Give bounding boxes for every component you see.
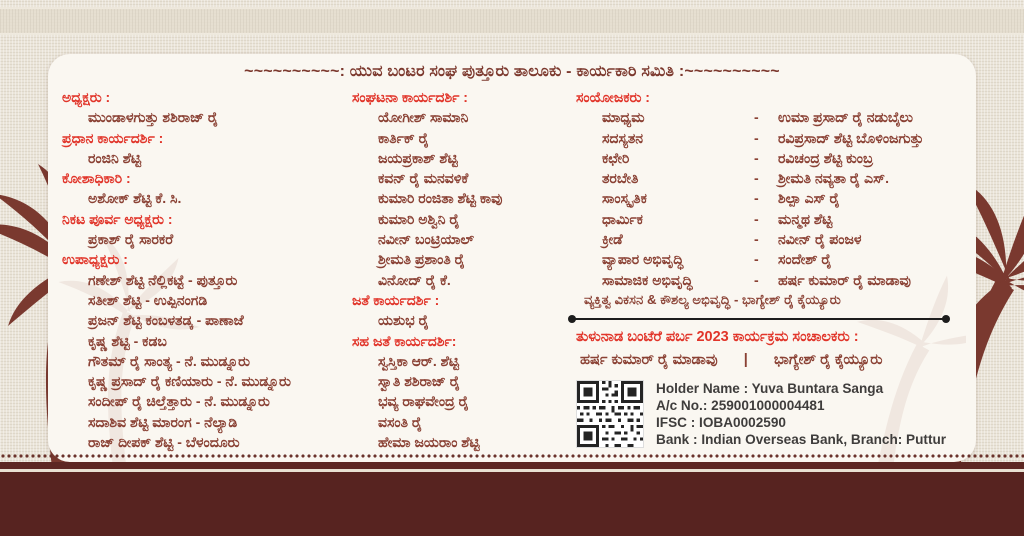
parba-2023-coordinators: [576, 348, 966, 372]
bank-name-branch: Bank : Indian Overseas Bank, Branch: Puttur: [656, 431, 947, 447]
member-name: ಭವ್ಯ ರಾಘವೇಂದ್ರ ರೈ: [378, 393, 469, 410]
coordinator-role: ವ್ಯಾಪಾರ ಅಭಿವೃದ್ಧಿ: [602, 251, 684, 268]
member-name: ಜಯಪ್ರಕಾಶ್ ಶೆಟ್ಟಿ: [378, 149, 458, 166]
dash-separator: -: [754, 149, 759, 166]
member-name: ಸಂದೀಪ್ ರೈ ಚಿಲ್ತೆತ್ತಾರು - ನೆ. ಮುಡ್ನೂರು: [88, 393, 270, 410]
dash-separator: -: [754, 190, 759, 207]
bank-ifsc: IFSC : IOBA0002590: [656, 414, 786, 430]
bottom-maroon-band: [0, 472, 1024, 536]
divider-line: [570, 318, 948, 320]
stitched-dot-border: [0, 452, 1024, 461]
section-heading-treasurer: ಕೋಶಾಧಿಕಾರಿ :: [62, 170, 131, 187]
coordinator-name: ಉಮಾ ಪ್ರಸಾದ್ ರೈ ನಡುಬೈಲು: [778, 109, 914, 126]
dash-separator: -: [754, 170, 759, 187]
member-name: ಗೌತಮ್ ರೈ ಸಾಂತ್ಯ - ನೆ. ಮುಡ್ನೂರು: [88, 352, 251, 369]
coordinator-row-skill-development: ವ್ಯಕ್ತಿತ್ವ ವಿಕಸನ & ಕೌಶಲ್ಯ ಅಭಿವೃದ್ಧಿ - ಭಾಗ್ಯೇಶ್ ರೈ ಕೈಯ್ಯೂರು: [584, 291, 841, 307]
coordinator-row: [576, 209, 966, 229]
section-heading-coordinators: ಸಂಯೋಜಕರು :: [576, 89, 650, 105]
member-name: ಕೃಷ್ಣ ಪ್ರಸಾದ್ ರೈ ಕಣಿಯಾರು - ನೆ. ಮುಡ್ನೂರು: [88, 373, 291, 390]
member-name: ವಸಂತಿ ರೈ: [378, 413, 423, 430]
coordinator-name: ಶಿಲ್ಪಾ ಎಸ್ ರೈ: [778, 190, 840, 207]
column-office-bearers: [62, 87, 354, 452]
qr-code-icon: [576, 380, 644, 448]
coordinator-row: [576, 249, 966, 269]
coordinator-role: ಧಾರ್ಮಿಕ: [602, 210, 643, 227]
coordinator-role: ಮಾಧ್ಯಮ: [602, 109, 645, 126]
coordinator-role: ಕ್ರೀಡೆ: [602, 231, 623, 248]
coordinator-name: ರವಿಪ್ರಸಾದ್ ಶೆಟ್ಟಿ ಬೊಳಿಂಜಗುತ್ತು: [778, 129, 924, 146]
column-coordinators: [576, 87, 966, 448]
coordinator-row: [576, 107, 966, 127]
coordinator-role: ಕಛೇರಿ: [602, 149, 630, 166]
member-name: ಸತೀಶ್ ಶೆಟ್ಟಿ - ಉಪ್ಪಿನಂಗಡಿ: [88, 291, 208, 308]
page-title: ~~~~~~~~~~: ಯುವ ಬಂಟರ ಸಂಘ ಪುತ್ತೂರು ತಾಲೂಕು - ಕಾರ್ಯಕಾರಿ ಸಮಿತಿ :~~~~~~~~~~: [244, 63, 780, 80]
dash-separator: -: [754, 210, 759, 227]
coordinator-role: ಸಾಮಾಜಿಕ ಅಭಿವೃದ್ಧಿ: [602, 271, 693, 288]
coordinator-name: ಸಂದೇಶ್ ರೈ: [778, 251, 832, 268]
member-name: ಕುಮಾರಿ ರಂಜಿತಾ ಶೆಟ್ಟಿ ಕಾವು: [378, 190, 503, 207]
coordinator-name: ಶ್ರೀಮತಿ ನವ್ಯತಾ ರೈ ಎಸ್.: [778, 170, 889, 187]
dash-separator: -: [754, 129, 759, 146]
member-name: ಕೃಷ್ಣ ಶೆಟ್ಟಿ - ಕಡಬ: [88, 332, 167, 349]
member-name: ಅಶೋಕ್ ಶೆಟ್ಟಿ ಕೆ. ಸಿ.: [88, 190, 182, 207]
member-name: ಗಣೇಶ್ ಶೆಟ್ಟಿ ನೆಲ್ಲಿಕಟ್ಟೆ - ಪುತ್ತೂರು: [88, 271, 238, 288]
bank-account-number: A/c No.: 259001000004481: [656, 398, 825, 414]
coordinator-row: [576, 148, 966, 168]
member-name: ಹೇಮಾ ಜಯರಾಂ ಶೆಟ್ಟಿ: [378, 434, 480, 451]
coordinator-role: ತರಬೇತಿ: [602, 170, 639, 187]
dash-separator: -: [754, 271, 759, 288]
column-secretaries: [352, 87, 576, 452]
coordinator-row: [576, 128, 966, 148]
member-name: ಪ್ರಕಾಶ್ ರೈ ಸಾರಕರೆ: [88, 231, 174, 248]
section-heading-president: ಅಧ್ಯಕ್ಷರು :: [62, 89, 111, 105]
member-name: ಕುಮಾರಿ ಅಶ್ವಿನಿ ರೈ: [378, 210, 460, 227]
coordinator-role: ಸದಸ್ಯತನ: [602, 129, 644, 146]
committee-card: [48, 54, 976, 462]
coordinator-name: ನವೀನ್ ರೈ ಪಂಜಳ: [778, 231, 862, 248]
member-name: ರಾಜ್ ದೀಪಕ್ ಶೆಟ್ಟಿ - ಬೆಳಂದೂರು: [88, 434, 240, 451]
bank-details-text: [656, 380, 946, 448]
maroon-stripe: [0, 462, 1024, 469]
bank-details-block: [576, 380, 966, 448]
coordinator-row: [576, 270, 966, 290]
coordinator-name: ರವಿಚಂದ್ರ ಶೆಟ್ಟಿ ಕುಂಬ್ರ: [778, 149, 874, 166]
bank-holder-name: Holder Name : Yuva Buntara Sanga: [656, 381, 884, 397]
member-name: ಪ್ರಜನ್ ಶೆಟ್ಟಿ ಕಂಬಳತಡ್ಕ - ಪಾಣಾಜೆ: [88, 312, 244, 329]
member-name: ಸದಾಶಿವ ಶೆಟ್ಟಿ ಮಾರಂಗ - ನೆಲ್ಯಾಡಿ: [88, 413, 238, 430]
member-name: ಸ್ವಾತಿ ಶಶಿರಾಜ್ ರೈ: [378, 373, 461, 390]
coordinator-name: ಮನ್ಮಥ ಶೆಟ್ಟಿ: [778, 210, 833, 227]
member-name: ವಿನೋದ್ ರೈ ಕೆ.: [378, 271, 451, 288]
dash-separator: -: [754, 231, 759, 248]
member-name: ಕಾರ್ತಿಕ್ ರೈ: [378, 129, 429, 146]
section-heading-joint-secretary: ಜತೆ ಕಾರ್ಯದರ್ಶಿ :: [352, 291, 440, 308]
parba-2023-heading: ತುಳುನಾಡ ಬಂಟೆರೆ ಪರ್ಬ 2023 ಕಾರ್ಯಕ್ರಮ ಸಂಚಾಲಕರು :: [576, 329, 859, 346]
section-heading-co-joint-secretary: ಸಹ ಜತೆ ಕಾರ್ಯದರ್ಶಿ:: [352, 332, 457, 349]
coordinator-role: ಸಾಂಸ್ಕೃತಿಕ: [602, 190, 647, 207]
coordinator-row: [576, 188, 966, 208]
member-name: ಮುಂಡಾಳಗುತ್ತು ಶಶಿರಾಜ್ ರೈ: [88, 109, 219, 126]
pipe-separator: |: [743, 352, 748, 369]
section-heading-organizing-secretary: ಸಂಘಟನಾ ಕಾರ್ಯದರ್ಶಿ :: [352, 89, 468, 105]
dash-separator: -: [754, 109, 759, 126]
member-name: ಸ್ವಸ್ತಿಕಾ ಆರ್. ಶೆಟ್ಟಿ: [378, 352, 460, 369]
member-name: ಯೋಗೀಶ್ ಸಾಮಾನಿ: [378, 109, 469, 126]
coordinator-row: [576, 229, 966, 249]
member-name: ರಂಜಿನಿ ಶೆಟ್ಟಿ: [88, 149, 142, 166]
section-heading-vice-presidents: ಉಪಾಧ್ಯಕ್ಷರು :: [62, 251, 128, 268]
linen-weave-strip: [0, 7, 1024, 35]
section-heading-past-president: ನಿಕಟ ಪೂರ್ವ ಅಧ್ಯಕ್ಷರು :: [62, 210, 173, 227]
section-heading-general-secretary: ಪ್ರಧಾನ ಕಾರ್ಯದರ್ಶಿ :: [62, 129, 164, 146]
coordinator-name: ಹರ್ಷ ಕುಮಾರ್ ರೈ ಮಾಡಾವು: [778, 271, 911, 288]
coordinator-row: [576, 168, 966, 188]
member-name: ಯಶುಭ ರೈ: [378, 312, 429, 329]
parba-name-2: ಭಾಗ್ಯೇಶ್ ರೈ ಕೈಯ್ಯೂರು: [773, 352, 883, 369]
dash-separator: -: [754, 251, 759, 268]
member-name: ಕವನ್ ರೈ ಮನವಳಿಕೆ: [378, 170, 469, 187]
member-name: ಶ್ರೀಮತಿ ಪ್ರಶಾಂತಿ ರೈ: [378, 251, 465, 268]
parba-name-1: ಹರ್ಷ ಕುಮಾರ್ ರೈ ಮಾಡಾವು: [580, 352, 718, 369]
member-name: ನವೀನ್ ಬಂಟ್ರಿಯಾಲ್: [378, 231, 475, 248]
